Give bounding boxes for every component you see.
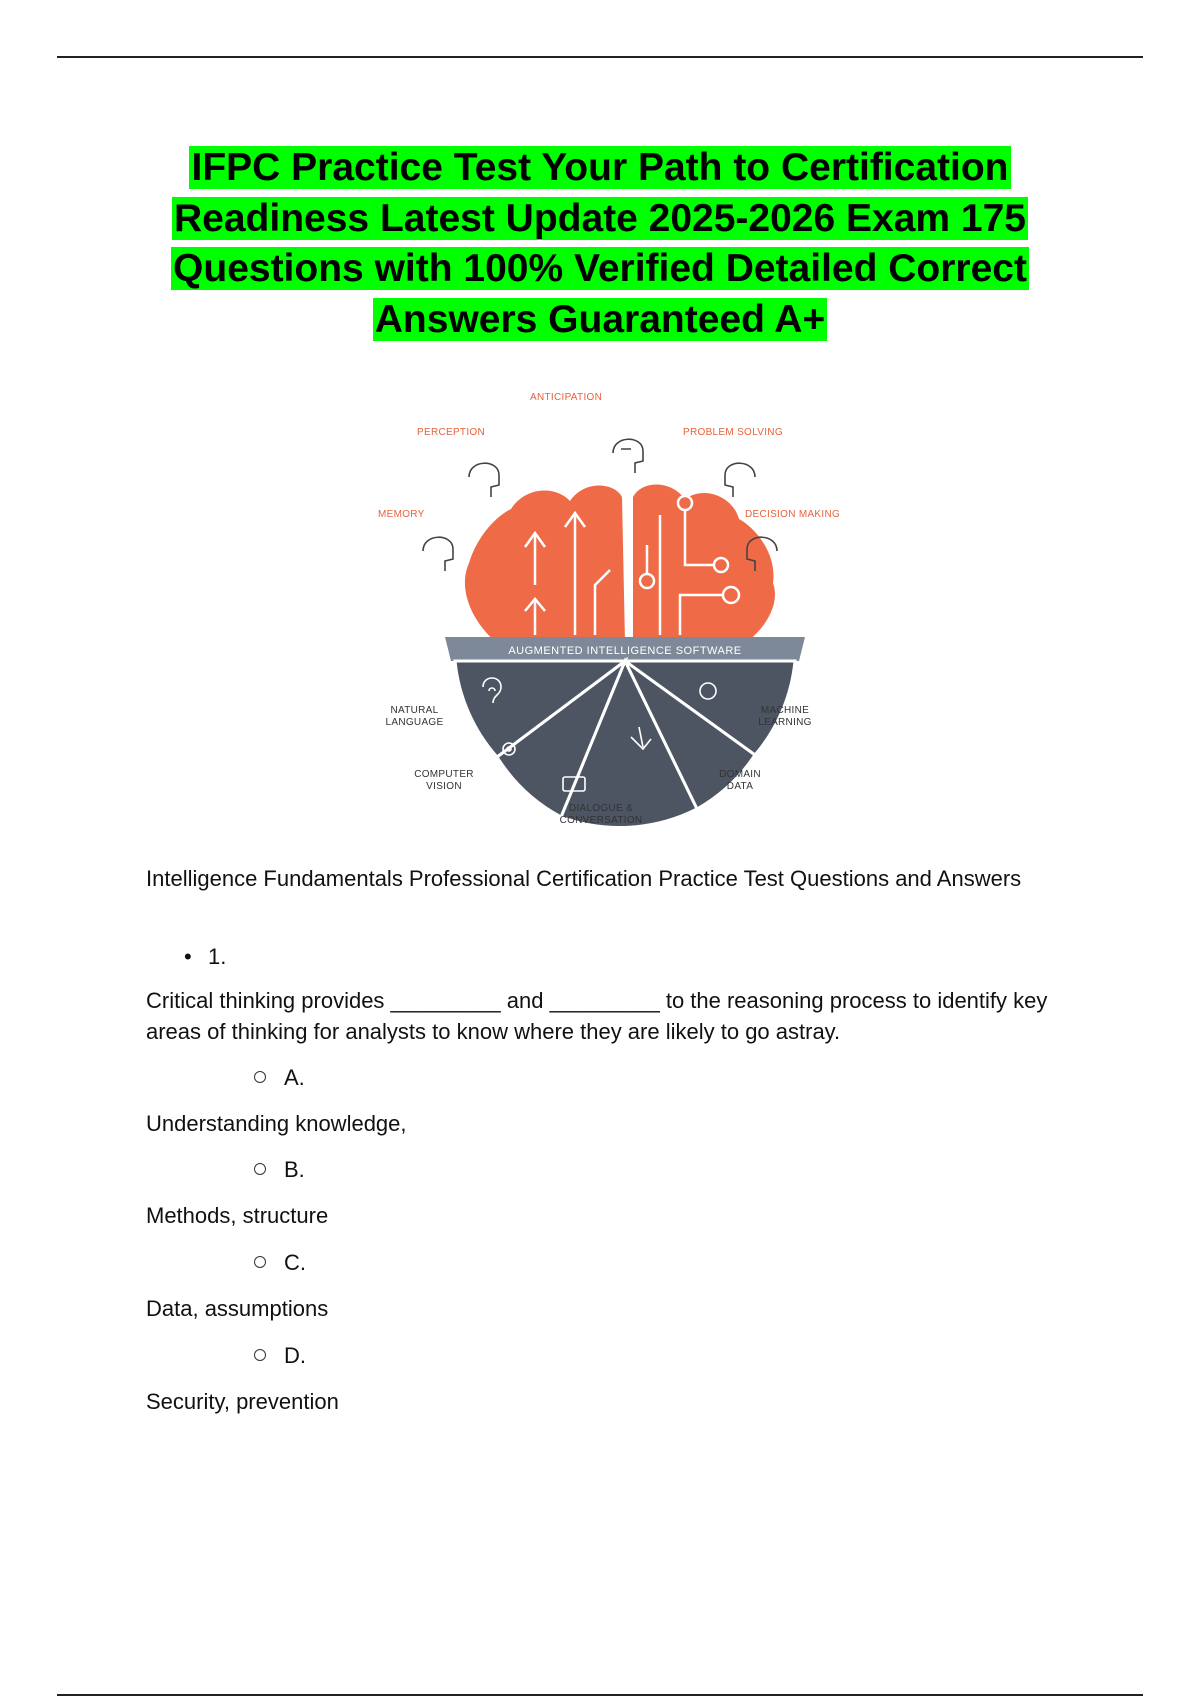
label-memory: MEMORY [378, 509, 425, 520]
option-row-c [254, 1248, 306, 1278]
label-domain-data: DOMAIN DATA [719, 769, 761, 792]
circle-bullet-icon [254, 1071, 266, 1083]
document-title: IFPC Practice Test Your Path to Certification Readiness Latest Update 2025-2026 Exam 175 Questions with 100% Verified Detailed Correct Answers Guaranteed A+ [173, 146, 1027, 341]
anticipation-icon [613, 439, 643, 473]
question-number-row [184, 942, 226, 972]
label-anticipation: ANTICIPATION [530, 392, 603, 403]
label-computer-vision: COMPUTER VISION [414, 769, 474, 792]
header-rule [57, 56, 1143, 58]
option-letter: C. [284, 1250, 306, 1275]
label-decision-making: DECISION MAKING [745, 509, 841, 520]
label-problem-solving: PROBLEM SOLVING [683, 427, 783, 438]
label-natural-language: NATURAL LANGUAGE [385, 705, 444, 728]
label-machine-learning: MACHINE LEARNING [758, 705, 812, 728]
option-letter: A. [284, 1065, 305, 1090]
option-letter: D. [284, 1343, 306, 1368]
problem-solving-icon [725, 463, 755, 497]
circle-bullet-icon [254, 1349, 266, 1361]
band-label: AUGMENTED INTELLIGENCE SOFTWARE [508, 645, 742, 657]
option-text-b: Methods, structure [146, 1203, 329, 1228]
perception-icon [469, 463, 499, 497]
label-dialogue-conversation: DIALOGUE & CONVERSATION [559, 803, 643, 826]
option-text-c: Data, assumptions [146, 1296, 329, 1321]
circle-bullet-icon [254, 1163, 266, 1175]
option-text-a: Understanding knowledge, [146, 1111, 407, 1136]
footer-rule [57, 1694, 1143, 1696]
option-row-a [254, 1063, 305, 1093]
memory-icon [423, 537, 453, 571]
intro-text: Intelligence Fundamentals Professional Certification Practice Test Questions and Answers [146, 866, 1022, 891]
question-text: Critical thinking provides _________ and _________ to the reasoning process to identify key areas of thinking for analysts to know where they are likely to go astray. [146, 988, 1048, 1044]
augmented-intelligence-figure [378, 392, 875, 840]
brain-left-hemisphere [465, 486, 625, 644]
option-text-d: Security, prevention [146, 1389, 339, 1414]
option-letter: B. [284, 1157, 305, 1182]
label-perception: PERCEPTION [417, 427, 486, 438]
question-number: 1. [208, 944, 227, 969]
option-row-d [254, 1341, 306, 1371]
circle-bullet-icon [254, 1256, 266, 1268]
option-row-b [254, 1155, 305, 1185]
bullet-icon: • [184, 944, 192, 969]
